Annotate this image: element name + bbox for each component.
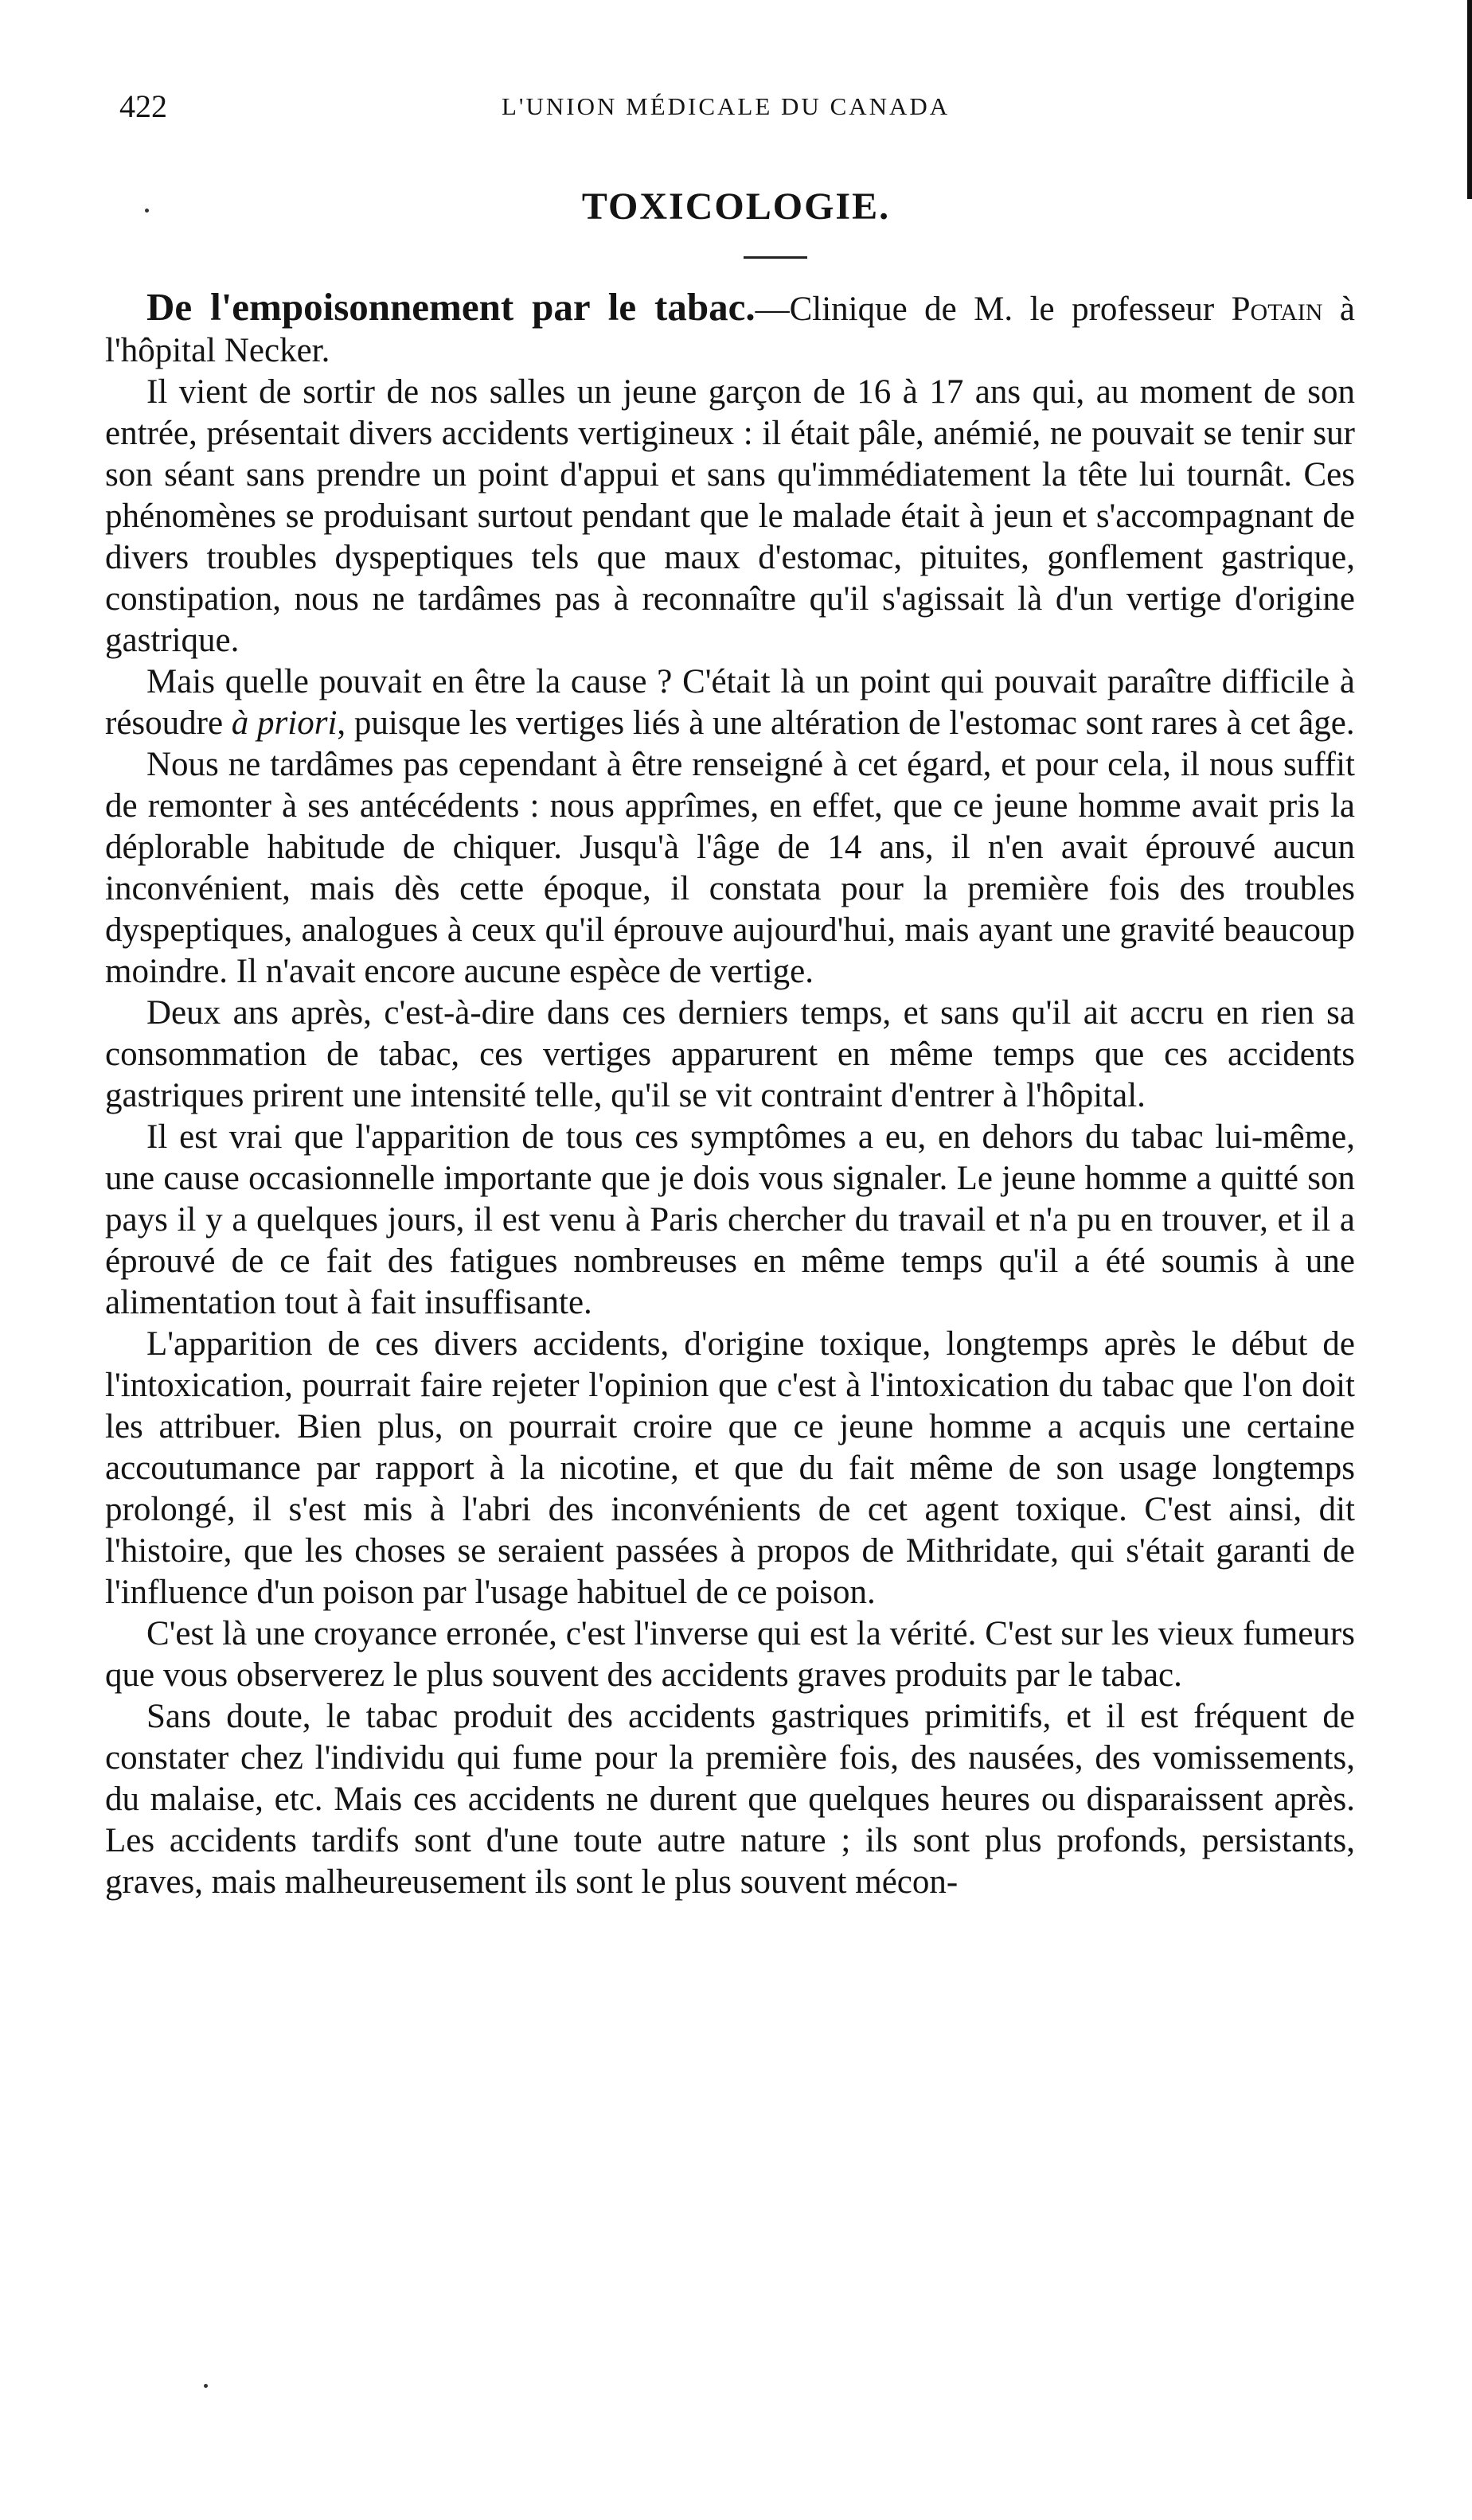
paragraph-7: C'est là une croyance erronée, c'est l'inverse qui est la vérité. C'est sur les vieux fumeurs que vous observerez le plus souvent des accidents graves produits par le tabac. xyxy=(105,1615,1355,1694)
paragraph-1: Il vient de sortir de nos salles un jeune garçon de 16 à 17 ans qui, au moment de son entrée, présentait divers accidents vertigineux : il était pâle, anémié, ne pouvait se tenir sur son séant sans prendre un point d'appui et sans qu'immédiatement la tête lui tournât. Ces phénomènes se produisant surtout pendant que le malade était à jeun et s'accompagnant de divers troubles dyspeptiques tels que maux d'estomac, pituites, gonflement gastrique, constipation, nous ne tardâmes pas à reconnaître qu'il s'agissait là d'un vertige d'origine gastrique. xyxy=(105,373,1355,659)
title-rule xyxy=(744,256,807,259)
article-subtitle-end: à l'hôpital Necker. xyxy=(105,291,1356,369)
paragraph-8: Sans doute, le tabac produit des accidents gastriques primitifs, et il est fréquent de constater chez l'individu qui fume pour la première fois, des nausées, des vomissements, du malaise, etc. Mais ces accidents ne durent que quelques heures ou disparaissent après. Les accidents tardifs sont d'une toute autre nature ; ils sont plus profonds, persistants, graves, mais malheureusement ils sont le plus souvent mécon- xyxy=(105,1698,1355,1901)
ink-speck xyxy=(145,209,149,213)
paragraph-2-italic: à priori xyxy=(231,704,338,742)
paragraph-4: Deux ans après, c'est-à-dire dans ces derniers temps, et sans qu'il ait accru en rien sa consommation de tabac, ces vertiges apparurent en même temps que ces accidents gastriques prirent une intensité telle, qu'il se vit contraint d'entrer à l'hôpital. xyxy=(105,994,1355,1114)
paragraph-2-before: Mais quelle pouvait en être la cause ? C'était là un point qui pouvait paraître difficile à résoudre xyxy=(105,663,1355,742)
ink-speck xyxy=(204,2384,208,2388)
paragraph-6: L'apparition de ces divers accidents, d'origine toxique, longtemps après le début de l'intoxication, pourrait faire rejeter l'opinion que c'est à l'intoxication du tabac que l'on doit les attribuer. Bien plus, on pourrait croire que ce jeune homme a acquis une certaine accoutumance par rapport à la nicotine, et que du fait même de son usage longtemps prolongé, il s'est mis à l'abri des inconvénients de cet agent toxique. C'est ainsi, dit l'histoire, que les choses se seraient passées à propos de Mithridate, qui s'était garanti de l'influence d'un poison par l'usage habituel de ce poison. xyxy=(105,1325,1355,1611)
paragraph-2-after: , puisque les vertiges liés à une altération de l'estomac sont rares à cet âge. xyxy=(337,704,1355,742)
running-head: L'UNION MÉDICALE DU CANADA xyxy=(502,92,951,120)
scan-edge-line xyxy=(1467,0,1472,199)
article-author: Potain xyxy=(1231,291,1323,328)
paragraph-5: Il est vrai que l'apparition de tous ces symptômes a eu, en dehors du tabac lui-même, une cause occasionnelle importante que je dois vous signaler. Le jeune homme a quitté son pays il y a quelques jours, il est venu à Paris chercher du travail et n'a pu en trouver, et il a éprouvé de ce fait des fatigues nombreuses en même temps qu'il a été soumis à une alimentation tout à fait insuffisante. xyxy=(105,1118,1355,1321)
article-subtitle-start: —Clinique de M. le professeur xyxy=(755,291,1232,328)
article-heading-paragraph xyxy=(105,287,1355,372)
paragraph-3: Nous ne tardâmes pas cependant à être renseigné à cet égard, et pour cela, il nous suffit de remonter à ses antécédents : nous apprîmes, en effet, que ce jeune homme avait pris la déplorable habitude de chiquer. Jusqu'à l'âge de 14 ans, il n'en avait éprouvé aucun inconvénient, mais dès cette époque, il constata pour la première fois des troubles dyspeptiques, analogues à ceux qu'il éprouve aujourd'hui, mais ayant une gravité beaucoup moindre. Il n'avait encore aucune espèce de vertige. xyxy=(105,746,1355,990)
page-number: 422 xyxy=(119,88,167,124)
section-title: TOXICOLOGIE. xyxy=(581,185,891,228)
article-body xyxy=(105,287,1355,1903)
page-header xyxy=(119,88,1035,135)
article-title: De l'empoisonnement par le tabac. xyxy=(146,285,756,329)
paragraph-2 xyxy=(105,661,1355,744)
